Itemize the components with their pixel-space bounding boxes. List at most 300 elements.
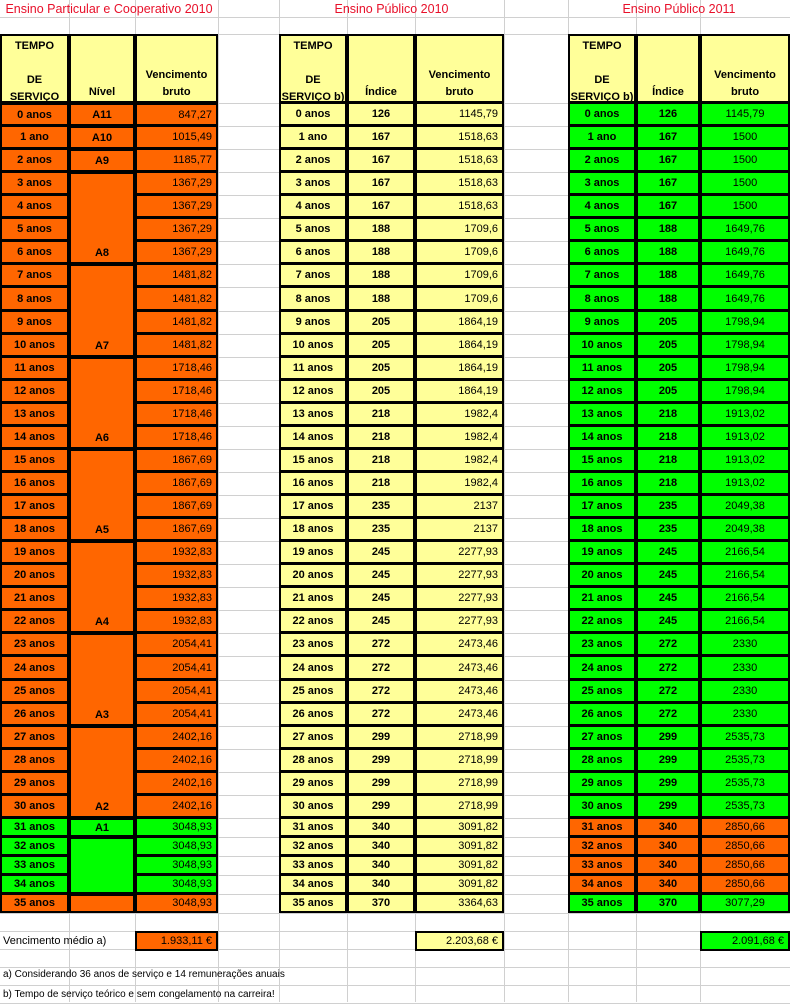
public2010-index-cell: 218 [347,472,415,495]
public2010-index-cell: 188 [347,287,415,311]
public2010-salary-cell: 1982,4 [415,403,504,426]
public2011-index-cell: 205 [636,311,700,334]
private-year-cell: 30 anos [0,795,69,818]
public2011-index-cell: 218 [636,449,700,472]
public2010-index-cell: 299 [347,749,415,772]
public2010-salary-cell: 2473,46 [415,703,504,726]
public2010-year-cell: 15 anos [279,449,347,472]
public2010-year-cell: 31 anos [279,818,347,837]
public2011-index-cell: 245 [636,541,700,564]
public2010-index-cell: 272 [347,656,415,680]
public2010-salary-cell: 1864,19 [415,380,504,403]
private-salary-cell: 1718,46 [135,403,218,426]
public2011-index-cell: 167 [636,126,700,149]
private-salary-cell: 1718,46 [135,357,218,380]
public2010-salary-cell: 3091,82 [415,875,504,894]
private-year-cell: 26 anos [0,703,69,726]
public2010-year-cell: 29 anos [279,772,347,795]
public2011-year-cell: 6 anos [568,241,636,264]
grid-line [504,0,505,1002]
public2010-year-cell: 33 anos [279,856,347,875]
public2011-year-cell: 32 anos [568,837,636,856]
private-year-cell: 10 anos [0,334,69,357]
public2011-salary-cell: 1649,76 [700,218,790,241]
public2010-index-cell: 272 [347,633,415,656]
public2011-salary-cell: 2330 [700,703,790,726]
private-level-cell: A8 [69,172,135,264]
public2011-year-cell: 33 anos [568,856,636,875]
private-salary-cell: 2054,41 [135,703,218,726]
private-level-cell: A5 [69,449,135,541]
private-salary-cell: 1867,69 [135,495,218,518]
public2011-salary-cell: 2330 [700,680,790,703]
public2011-index-cell: 188 [636,287,700,311]
private-year-cell: 23 anos [0,633,69,656]
private-salary-cell: 1718,46 [135,426,218,449]
public2010-salary-cell: 1145,79 [415,103,504,126]
public2010-salary-cell: 3091,82 [415,856,504,875]
col-header-vencimento: Vencimento bruto [135,34,218,103]
private-salary-cell: 1185,77 [135,149,218,172]
private-salary-cell: 1367,29 [135,195,218,218]
public2011-index-cell: 370 [636,894,700,913]
public2011-index-cell: 188 [636,241,700,264]
public2010-year-cell: 4 anos [279,195,347,218]
public2011-index-cell: 340 [636,875,700,894]
public2011-year-cell: 8 anos [568,287,636,311]
public2010-year-cell: 27 anos [279,726,347,749]
footnote-a: a) Considerando 36 anos de serviço e 14 remunerações anuais [3,969,285,980]
public2011-index-cell: 272 [636,680,700,703]
public2011-year-cell: 3 anos [568,172,636,195]
public2011-index-cell: 272 [636,656,700,680]
col-header-nivel: Nível [69,34,135,103]
col-header-tempo: TEMPO DE SERVIÇO b) [279,34,347,103]
public2011-salary-cell: 2535,73 [700,772,790,795]
private-salary-cell: 2054,41 [135,680,218,703]
col-header-tempo: TEMPO DE SERVIÇO b) [568,34,636,103]
public2011-year-cell: 11 anos [568,357,636,380]
public2010-year-cell: 25 anos [279,680,347,703]
private-level-blank [69,837,135,894]
public2011-index-cell: 126 [636,103,700,126]
public2010-year-cell: 14 anos [279,426,347,449]
private-year-cell: 27 anos [0,726,69,749]
private-salary-cell: 3048,93 [135,875,218,894]
public2011-index-cell: 218 [636,472,700,495]
private-salary-cell: 1015,49 [135,126,218,149]
public2010-salary-cell: 1518,63 [415,172,504,195]
public2011-index-cell: 167 [636,172,700,195]
public2010-year-cell: 28 anos [279,749,347,772]
public2011-index-cell: 205 [636,334,700,357]
private-year-cell: 25 anos [0,680,69,703]
public2010-index-cell: 205 [347,311,415,334]
header-public-2010: Ensino Público 2010 [334,2,449,16]
public2011-year-cell: 13 anos [568,403,636,426]
private-level-cell: A2 [69,726,135,818]
private-salary-cell: 1932,83 [135,610,218,633]
public2011-year-cell: 5 anos [568,218,636,241]
public2011-salary-cell: 3077,29 [700,894,790,913]
public2010-year-cell: 13 anos [279,403,347,426]
public2010-year-cell: 3 anos [279,172,347,195]
public2010-year-cell: 8 anos [279,287,347,311]
public2010-salary-cell: 3091,82 [415,837,504,856]
public2011-salary-cell: 1145,79 [700,103,790,126]
public2011-salary-cell: 2330 [700,633,790,656]
private-year-cell: 16 anos [0,472,69,495]
public2010-index-cell: 245 [347,610,415,633]
public2010-salary-cell: 1864,19 [415,357,504,380]
public2011-year-cell: 28 anos [568,749,636,772]
public2010-salary-cell: 1709,6 [415,241,504,264]
public2010-salary-cell: 1709,6 [415,218,504,241]
private-year-cell: 9 anos [0,311,69,334]
public2010-index-cell: 340 [347,875,415,894]
private-year-cell: 3 anos [0,172,69,195]
private-salary-cell: 847,27 [135,103,218,126]
public2010-salary-cell: 2277,93 [415,587,504,610]
public2011-salary-cell: 1649,76 [700,287,790,311]
public2010-salary-cell: 1982,4 [415,472,504,495]
private-year-cell: 31 anos [0,818,69,837]
public2010-year-cell: 2 anos [279,149,347,172]
public2011-year-cell: 12 anos [568,380,636,403]
grid-line [218,0,219,1002]
public2011-year-cell: 34 anos [568,875,636,894]
private-level-cell: A7 [69,264,135,357]
public2011-index-cell: 218 [636,426,700,449]
public2010-index-cell: 299 [347,795,415,818]
public2011-index-cell: 299 [636,726,700,749]
public2010-salary-cell: 3091,82 [415,818,504,837]
public2010-year-cell: 21 anos [279,587,347,610]
public2011-salary-cell: 2166,54 [700,564,790,587]
private-salary-cell: 1867,69 [135,518,218,541]
private-salary-cell: 1867,69 [135,449,218,472]
public2010-year-cell: 23 anos [279,633,347,656]
public2011-salary-cell: 2535,73 [700,795,790,818]
public2010-year-cell: 5 anos [279,218,347,241]
private-year-cell: 4 anos [0,195,69,218]
public2010-salary-cell: 2473,46 [415,633,504,656]
public2010-salary-cell: 2473,46 [415,680,504,703]
public2011-salary-cell: 1798,94 [700,311,790,334]
public2011-salary-cell: 1649,76 [700,264,790,287]
private-level-cell: A4 [69,541,135,633]
public2010-year-cell: 20 anos [279,564,347,587]
public2010-salary-cell: 1518,63 [415,195,504,218]
public2010-year-cell: 22 anos [279,610,347,633]
public2010-year-cell: 18 anos [279,518,347,541]
public2011-salary-cell: 2049,38 [700,495,790,518]
public2011-year-cell: 10 anos [568,334,636,357]
public2011-salary-cell: 2166,54 [700,587,790,610]
public2010-salary-cell: 2718,99 [415,749,504,772]
private-year-cell: 2 anos [0,149,69,172]
public2010-salary-cell: 2473,46 [415,656,504,680]
col-header-indice: Índice [636,34,700,103]
grid-line [0,913,790,914]
public2010-year-cell: 7 anos [279,264,347,287]
public2010-year-cell: 12 anos [279,380,347,403]
private-salary-cell: 1718,46 [135,380,218,403]
public2010-year-cell: 32 anos [279,837,347,856]
public2011-index-cell: 235 [636,518,700,541]
public2011-index-cell: 205 [636,357,700,380]
public2011-year-cell: 27 anos [568,726,636,749]
public2011-salary-cell: 1500 [700,195,790,218]
public2010-salary-cell: 1982,4 [415,449,504,472]
header-public-2011: Ensino Público 2011 [622,2,736,16]
public2010-index-cell: 272 [347,680,415,703]
public2011-index-cell: 245 [636,587,700,610]
public2010-index-cell: 188 [347,264,415,287]
public2011-salary-cell: 1798,94 [700,334,790,357]
public2011-year-cell: 14 anos [568,426,636,449]
public2011-index-cell: 245 [636,610,700,633]
public2011-year-cell: 2 anos [568,149,636,172]
public2010-year-cell: 6 anos [279,241,347,264]
public2011-salary-cell: 1500 [700,172,790,195]
public2011-index-cell: 340 [636,837,700,856]
private-salary-cell: 1867,69 [135,472,218,495]
public2011-year-cell: 1 ano [568,126,636,149]
average-label: Vencimento médio a) [3,935,107,947]
private-average-cell: 1.933,11 € [135,931,218,951]
public2011-index-cell: 188 [636,264,700,287]
public2010-year-cell: 10 anos [279,334,347,357]
public2011-salary-cell: 2535,73 [700,726,790,749]
public2010-index-cell: 299 [347,726,415,749]
private-year-cell: 8 anos [0,287,69,311]
public2011-salary-cell: 2535,73 [700,749,790,772]
public2011-salary-cell: 2850,66 [700,818,790,837]
private-level-cell: A9 [69,149,135,172]
public2010-index-cell: 245 [347,541,415,564]
public2010-year-cell: 19 anos [279,541,347,564]
private-year-cell: 24 anos [0,656,69,680]
public2010-year-cell: 26 anos [279,703,347,726]
public2011-year-cell: 0 anos [568,103,636,126]
public2011-year-cell: 24 anos [568,656,636,680]
private-year-cell: 11 anos [0,357,69,380]
public2011-salary-cell: 1913,02 [700,472,790,495]
private-salary-cell: 1932,83 [135,587,218,610]
public2011-average-cell: 2.091,68 € [700,931,790,951]
public2011-index-cell: 299 [636,749,700,772]
private-year-cell: 22 anos [0,610,69,633]
public2011-salary-cell: 1500 [700,149,790,172]
public2010-salary-cell: 2718,99 [415,772,504,795]
private-year-cell: 19 anos [0,541,69,564]
private-year-cell: 6 anos [0,241,69,264]
public2010-salary-cell: 1709,6 [415,287,504,311]
public2011-salary-cell: 2166,54 [700,541,790,564]
public2010-index-cell: 218 [347,449,415,472]
public2010-year-cell: 16 anos [279,472,347,495]
col-header-indice: Índice [347,34,415,103]
public2011-year-cell: 18 anos [568,518,636,541]
col-header-vencimento: Vencimento bruto [415,34,504,103]
public2011-salary-cell: 1798,94 [700,380,790,403]
private-salary-cell: 1367,29 [135,172,218,195]
public2010-index-cell: 167 [347,149,415,172]
public2010-salary-cell: 3364,63 [415,894,504,913]
public2010-index-cell: 340 [347,818,415,837]
private-year-cell: 14 anos [0,426,69,449]
private-year-cell: 7 anos [0,264,69,287]
public2011-index-cell: 272 [636,703,700,726]
public2011-year-cell: 25 anos [568,680,636,703]
private-year-cell: 15 anos [0,449,69,472]
private-salary-cell: 1481,82 [135,264,218,287]
public2010-salary-cell: 2718,99 [415,726,504,749]
public2011-salary-cell: 1913,02 [700,449,790,472]
grid-line [0,985,790,986]
public2010-salary-cell: 2137 [415,518,504,541]
public2011-salary-cell: 2049,38 [700,518,790,541]
public2010-index-cell: 245 [347,564,415,587]
private-salary-cell: 1932,83 [135,541,218,564]
header-private-2010: Ensino Particular e Cooperativo 2010 [5,2,213,16]
public2011-year-cell: 7 anos [568,264,636,287]
public2011-year-cell: 9 anos [568,311,636,334]
private-salary-cell: 3048,93 [135,837,218,856]
public2011-index-cell: 188 [636,218,700,241]
public2010-index-cell: 167 [347,172,415,195]
private-year-cell: 32 anos [0,837,69,856]
public2011-year-cell: 17 anos [568,495,636,518]
footnote-b: b) Tempo de serviço teórico e sem congelamento na carreira! [3,989,275,1000]
public2010-salary-cell: 1982,4 [415,426,504,449]
public2010-index-cell: 205 [347,334,415,357]
private-year-cell: 20 anos [0,564,69,587]
public2010-salary-cell: 1518,63 [415,126,504,149]
private-year-cell: 0 anos [0,103,69,126]
public2010-index-cell: 167 [347,126,415,149]
private-year-cell: 29 anos [0,772,69,795]
public2011-index-cell: 299 [636,795,700,818]
private-salary-cell: 1932,83 [135,564,218,587]
private-level-cell: A3 [69,633,135,726]
public2010-year-cell: 1 ano [279,126,347,149]
public2010-year-cell: 30 anos [279,795,347,818]
grid-line [0,967,790,968]
public2010-index-cell: 340 [347,837,415,856]
public2011-index-cell: 235 [636,495,700,518]
private-salary-cell: 1367,29 [135,218,218,241]
private-level-cell: A1 [69,818,135,837]
public2011-index-cell: 340 [636,856,700,875]
private-year-cell: 1 ano [0,126,69,149]
public2010-salary-cell: 2277,93 [415,541,504,564]
public2011-index-cell: 205 [636,380,700,403]
private-salary-cell: 3048,93 [135,818,218,837]
public2010-index-cell: 126 [347,103,415,126]
public2011-year-cell: 22 anos [568,610,636,633]
public2011-salary-cell: 1913,02 [700,426,790,449]
public2011-year-cell: 19 anos [568,541,636,564]
public2011-salary-cell: 1500 [700,126,790,149]
public2010-year-cell: 34 anos [279,875,347,894]
public2010-year-cell: 0 anos [279,103,347,126]
private-salary-cell: 1481,82 [135,287,218,311]
private-level-cell: A11 [69,103,135,126]
private-salary-cell: 2402,16 [135,726,218,749]
public2010-index-cell: 218 [347,403,415,426]
public2010-index-cell: 235 [347,518,415,541]
public2010-index-cell: 167 [347,195,415,218]
public2010-salary-cell: 2718,99 [415,795,504,818]
private-year-cell: 33 anos [0,856,69,875]
private-salary-cell: 1481,82 [135,334,218,357]
public2011-year-cell: 4 anos [568,195,636,218]
private-salary-cell: 1481,82 [135,311,218,334]
public2011-year-cell: 26 anos [568,703,636,726]
public2010-salary-cell: 2277,93 [415,564,504,587]
private-level-cell: A10 [69,126,135,149]
public2010-index-cell: 188 [347,218,415,241]
public2011-year-cell: 21 anos [568,587,636,610]
private-salary-cell: 1367,29 [135,241,218,264]
public2011-year-cell: 23 anos [568,633,636,656]
private-year-cell: 13 anos [0,403,69,426]
public2011-year-cell: 15 anos [568,449,636,472]
public2011-year-cell: 29 anos [568,772,636,795]
public2010-salary-cell: 2137 [415,495,504,518]
col-header-vencimento: Vencimento bruto [700,34,790,103]
public2010-index-cell: 205 [347,380,415,403]
public2010-salary-cell: 1864,19 [415,334,504,357]
public2010-year-cell: 35 anos [279,894,347,913]
public2011-year-cell: 31 anos [568,818,636,837]
public2010-average-cell: 2.203,68 € [415,931,504,951]
private-salary-cell: 2402,16 [135,795,218,818]
public2011-salary-cell: 2850,66 [700,837,790,856]
private-salary-cell: 2054,41 [135,656,218,680]
public2010-index-cell: 235 [347,495,415,518]
public2011-index-cell: 245 [636,564,700,587]
public2011-index-cell: 340 [636,818,700,837]
private-year-cell: 28 anos [0,749,69,772]
private-year-cell: 34 anos [0,875,69,894]
private-year-cell: 35 anos [0,894,69,913]
public2010-salary-cell: 1709,6 [415,264,504,287]
public2011-year-cell: 30 anos [568,795,636,818]
private-salary-cell: 3048,93 [135,856,218,875]
public2011-salary-cell: 1798,94 [700,357,790,380]
private-level-cell: A6 [69,357,135,449]
public2010-index-cell: 272 [347,703,415,726]
public2011-year-cell: 16 anos [568,472,636,495]
public2010-index-cell: 299 [347,772,415,795]
public2011-salary-cell: 1913,02 [700,403,790,426]
public2011-salary-cell: 2330 [700,656,790,680]
private-year-cell: 5 anos [0,218,69,241]
private-year-cell: 12 anos [0,380,69,403]
public2011-index-cell: 272 [636,633,700,656]
private-year-cell: 18 anos [0,518,69,541]
private-salary-cell: 3048,93 [135,894,218,913]
public2010-index-cell: 370 [347,894,415,913]
public2011-salary-cell: 2850,66 [700,875,790,894]
public2011-index-cell: 299 [636,772,700,795]
public2011-salary-cell: 2850,66 [700,856,790,875]
private-year-cell: 21 anos [0,587,69,610]
public2010-index-cell: 218 [347,426,415,449]
